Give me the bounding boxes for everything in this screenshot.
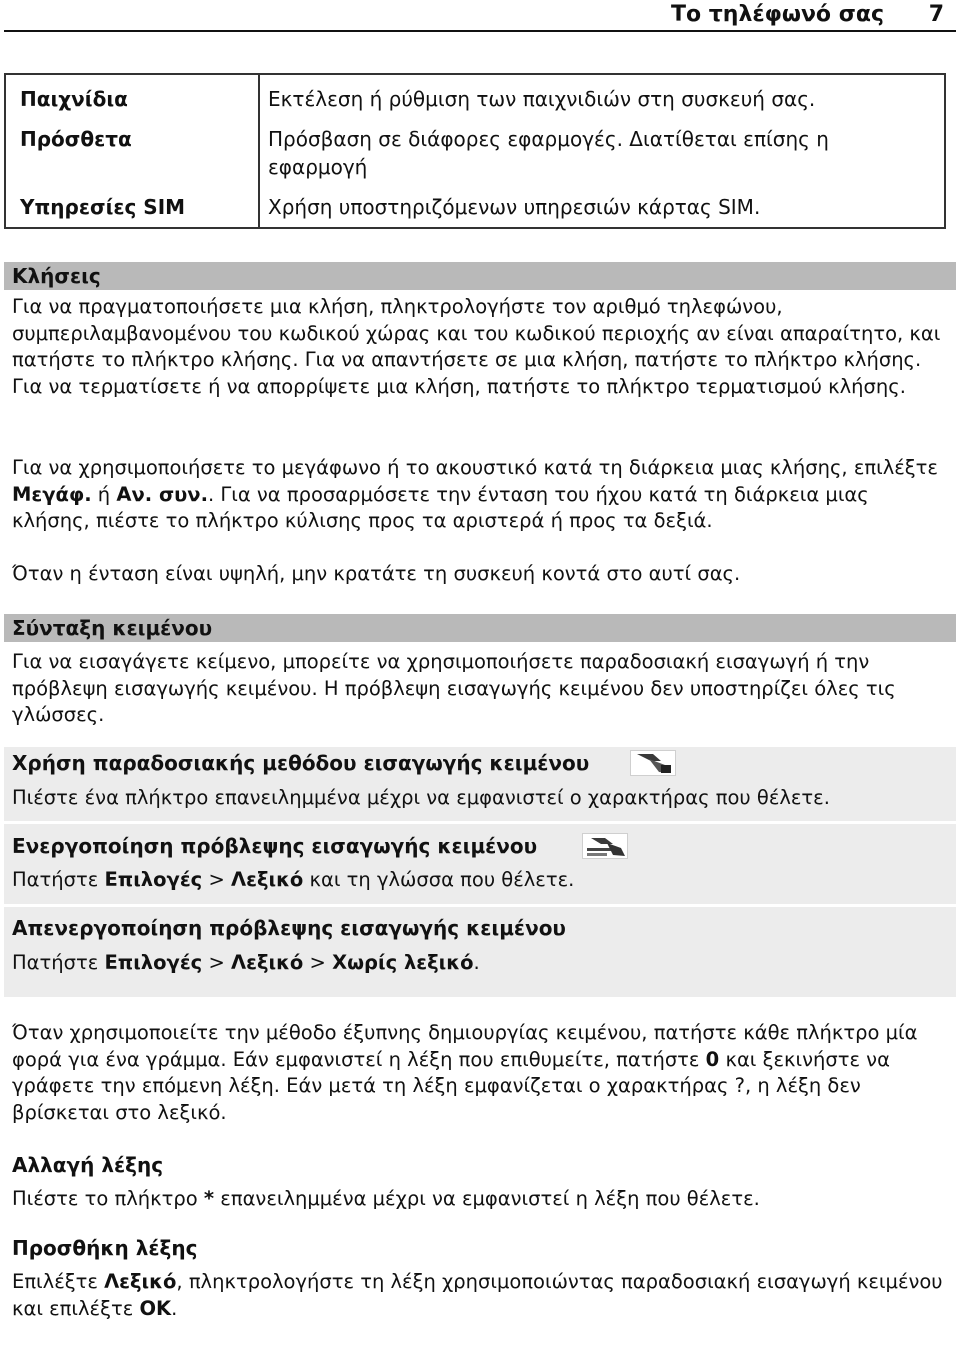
calls-paragraph-3: Όταν η ένταση είναι υψηλή, μην κρατάτε τη συσκευή κοντά στο αυτί σας. xyxy=(12,562,741,585)
disable-predictive-title: Απενεργοποίηση πρόβλεψης εισαγωγής κειμένου xyxy=(12,916,566,940)
section-heading-calls: Κλήσεις xyxy=(4,262,956,290)
add-word-body: Επιλέξτε Λεξικό, πληκτρολογήστε τη λέξη χρησιμοποιώντας παραδοσιακή εισαγωγή κειμένου και επιλέξτε OK. xyxy=(12,1270,943,1320)
zero-key: 0 xyxy=(705,1047,720,1071)
traditional-input-title: Χρήση παραδοσιακής μεθόδου εισαγωγής κειμένου xyxy=(12,751,590,775)
menu-term: Υπηρεσίες SIM xyxy=(5,187,259,228)
enable-predictive-title: Ενεργοποίηση πρόβλεψης εισαγωγής κειμένου xyxy=(12,834,538,858)
ok-ref: OK xyxy=(139,1296,172,1320)
header-title: Το τηλέφωνό σας xyxy=(670,2,884,27)
speaker-option: Μεγάφ. xyxy=(12,482,92,506)
enable-predictive-body: Πατήστε Επιλογές > Λεξικό και τη γλώσσα που θέλετε. xyxy=(12,868,575,891)
page-number: 7 xyxy=(928,2,944,27)
add-word-title: Προσθήκη λέξης xyxy=(12,1236,198,1260)
handset-option: Αν. συν. xyxy=(116,482,208,506)
divider xyxy=(4,904,956,907)
change-word-title: Αλλαγή λέξης xyxy=(12,1153,164,1177)
menu-term: Παιχνίδια xyxy=(5,74,259,119)
table-row xyxy=(5,119,945,187)
star-key: * xyxy=(203,1187,215,1210)
traditional-input-body: Πιέστε ένα πλήκτρο επανειλημμένα μέχρι να εμφανιστεί ο χαρακτήρας που θέλετε. xyxy=(12,786,830,809)
disable-predictive-body: Πατήστε Επιλογές > Λεξικό > Χωρίς λεξικό. xyxy=(12,951,480,974)
options-menu-ref: Επιλογές xyxy=(104,868,203,891)
calls-paragraph-1: Για να πραγματοποιήσετε μια κλήση, πληκτρολογήστε τον αριθμό τηλεφώνου, συμπεριλαμβανομένου του κωδικού χώρας και του κωδικού περιοχής αν είναι απαραίτητο, και πατήστε το πλήκτρο κλήσης. Για να απαντήσετε σε μια κλήση, πατήστε το πλήκτρο κλήσης. Για να τερματίσετε ή να απορρίψετε μια κλήση, πατήστε το πλήκτρο τερματισμού κλήσης. xyxy=(12,295,941,398)
menu-desc: Πρόσβαση σε διάφορες εφαρμογές. Διατίθεται επίσης η εφαρμογή xyxy=(268,127,829,179)
options-menu-ref: Επιλογές xyxy=(104,951,203,974)
divider xyxy=(4,821,956,824)
text-entry-paragraph: Για να εισαγάγετε κείμενο, μπορείτε να χρησιμοποιήσετε παραδοσιακή εισαγωγή ή την πρόβλεψη εισαγωγής κειμένου. Η πρόβλεψη εισαγωγής κειμένου δεν υποστηρίζει όλες τις γλώσσες. xyxy=(12,650,896,726)
predictive-paragraph: Όταν χρησιμοποιείτε την μέθοδο έξυπνης δημιουργίας κειμένου, πατήστε κάθε πλήκτρο μία φορά για ένα γράμμα. Εάν εμφανιστεί η λέξη που επιθυμείτε, πατήστε 0 και ξεκινήστε να γράφετε την επόμενη λέξη. Εάν μετά τη λέξη εμφανίζεται ο χαρακτήρας ?, η λέξη δεν βρίσκεται στο λεξικό. xyxy=(12,1021,918,1124)
dictionary-menu-ref: Λεξικό xyxy=(231,868,304,891)
menu-table xyxy=(4,73,946,229)
text-input-methods-box xyxy=(4,747,956,997)
dictionary-ref: Λεξικό xyxy=(104,1270,177,1293)
pen-abc-icon xyxy=(630,750,676,776)
no-dictionary-ref: Χωρίς λεξικό xyxy=(332,951,474,974)
calls-paragraph-2: Για να χρησιμοποιήσετε το μεγάφωνο ή το ακουστικό κατά τη διάρκεια μιας κλήσης, επιλέξτε Μεγάφ. ή Αν. συν.. Για να προσαρμόσετε την ένταση του ήχου κατά τη διάρκεια μιας κλήσης, πιέστε το πλήκτρο κύλισης προς τα αριστερά ή προς τα δεξιά. xyxy=(12,456,938,532)
change-word-body: Πιέστε το πλήκτρο * επανειλημμένα μέχρι να εμφανιστεί η λέξη που θέλετε. xyxy=(12,1187,760,1210)
section-heading-text-entry: Σύνταξη κειμένου xyxy=(4,614,956,642)
menu-term: Πρόσθετα xyxy=(5,119,259,187)
page-header xyxy=(4,0,956,32)
table-row xyxy=(5,74,945,119)
table-row xyxy=(5,187,945,228)
menu-desc: Εκτέλεση ή ρύθμιση των παιχνιδιών στη συσκευή σας. xyxy=(268,87,816,111)
menu-desc: Χρήση υποστηριζόμενων υπηρεσιών κάρτας SIM. xyxy=(268,195,761,219)
dictionary-menu-ref: Λεξικό xyxy=(231,951,304,974)
pen-predictive-icon xyxy=(582,833,628,859)
